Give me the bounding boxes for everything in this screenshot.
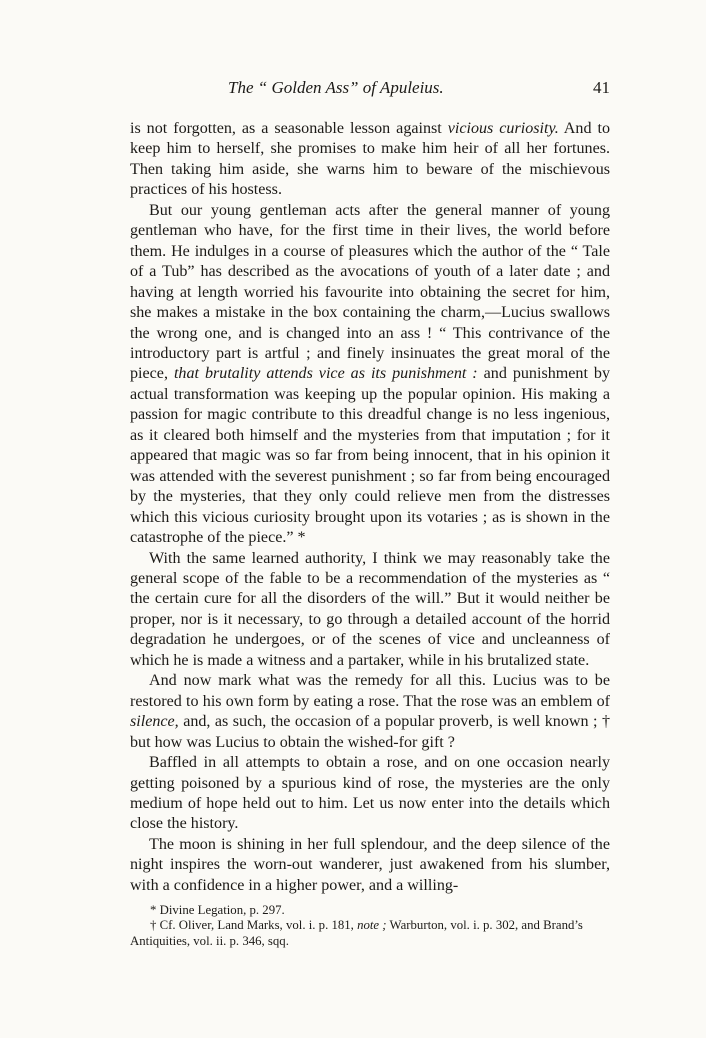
paragraph-text: and punishment by actual transformation was keeping up the popular opinion. His making a passion for magic contribute to this dreadful change is no less ingenious, as it cleared both himself and the mysteries from that imputation ; for it appeared that magic was so far from being innocent, that in his opinion it was attended with the severest punishment ; so far from being encouraged by the mysteries, that they only could relieve men from the distresses which this vicious curiosity brought upon its votaries ; as is shown in the catastrophe of the piece.” * <box>130 365 611 547</box>
footnote-1 <box>130 903 610 918</box>
paragraph-2 <box>130 201 610 549</box>
paragraph-italic-text: silence, <box>130 713 179 731</box>
paragraph-1 <box>130 119 610 201</box>
body-text <box>130 119 610 896</box>
footnote-2 <box>130 918 610 948</box>
paragraph-text: With the same learned authority, I think we may reasonably take the general scope of the fable to be a recommendation of the mysteries as “ the certain cure for all the disorders of the will.” But it would neither be proper, nor is it necessary, to go through a detailed account of the horrid degradation he undergoes, or of the scenes of vice and uncleanness of which he is made a witness and a partaker, while in his brutalized state. <box>130 549 610 669</box>
paragraph-5 <box>130 753 610 835</box>
running-head: The “ Golden Ass” of Apuleius. <box>228 78 444 97</box>
footnote-text: * Divine Legation, p. 297. <box>150 903 285 918</box>
paragraph-text: And now mark what was the remedy for all this. Lucius was to be restored to his own form by eating a rose. That the rose was an emblem of <box>130 672 610 710</box>
paragraph-text: is not forgotten, as a seasonable lesson against <box>130 120 448 137</box>
page-number: 41 <box>593 78 610 97</box>
page-header <box>130 78 610 108</box>
paragraph-3 <box>130 549 610 672</box>
paragraph-text: The moon is shining in her full splendour, and the deep silence of the night inspires the worn-out wanderer, just awakened from his slumber, with a confidence in a higher power, and a willing- <box>130 835 610 894</box>
paragraph-text: Baffled in all attempts to obtain a rose, and on one occasion nearly getting poisoned by a spurious kind of rose, the mysteries are the only medium of hope held out to him. Let us now enter into the details which close the history. <box>130 754 610 833</box>
paragraph-text: And to keep him to herself, she promises to make him heir of all her fortunes. Then taking him aside, she warns him to beware of the mischievous practices of his hostess. <box>130 120 610 199</box>
paragraph-6 <box>130 835 610 896</box>
footnote-italic-text: note ; <box>357 918 387 933</box>
paragraph-4 <box>130 671 610 753</box>
paragraph-italic-text: that brutality attends vice as its punishment : <box>173 365 478 383</box>
footnotes <box>130 903 610 949</box>
footnote-text: † Cf. Oliver, Land Marks, vol. i. p. 181, <box>150 918 358 933</box>
paragraph-italic-text: vicious curiosity. <box>447 120 559 137</box>
footnote-text: Warburton, vol. i. p. 302, and Brand’s Antiquities, vol. ii. p. 346, sqq. <box>130 918 583 948</box>
paragraph-text: and, as such, the occasion of a popular proverb, is well known ; † but how was Lucius to obtain the wished-for gift ? <box>130 713 610 751</box>
paragraph-text: But our young gentleman acts after the general manner of young gentleman who have, for the first time in their lives, the world before them. He indulges in a course of pleasures which the author of the “ Tale of a Tub” has described as the avocations of youth of a later date ; and having at length worried his favourite into obtaining the secret for him, she makes a mistake in the box containing the charm,—Lucius swallows the wrong one, and is changed into an ass ! “ This contrivance of the introductory part is artful ; and finely insinuates the great moral of the piece, <box>130 201 610 383</box>
